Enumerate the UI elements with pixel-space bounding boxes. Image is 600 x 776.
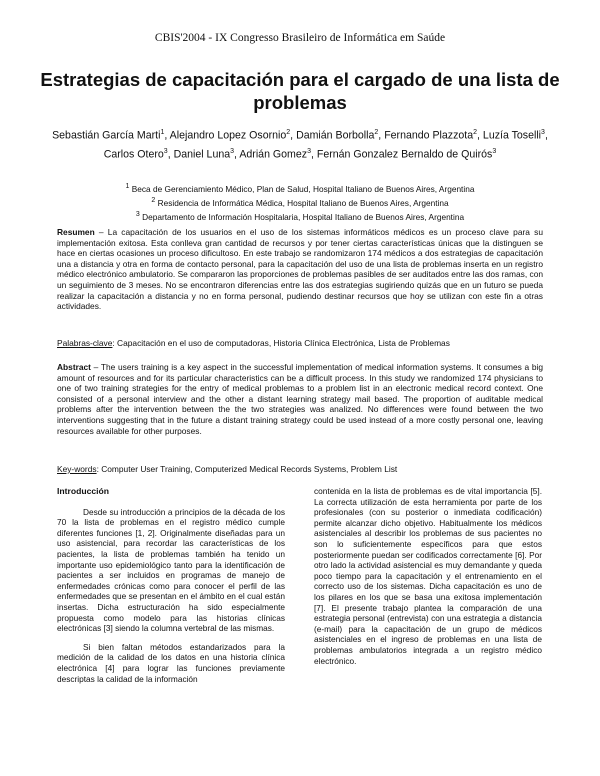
- affiliation-mark: 3: [135, 210, 140, 218]
- abstract-label: Abstract: [57, 362, 91, 372]
- key-words: [57, 464, 543, 475]
- palabras-clave: [57, 338, 543, 349]
- author-name: Carlos Otero: [103, 148, 164, 161]
- author-name: Fernán Gonzalez Bernaldo de Quirós: [316, 148, 493, 161]
- affiliation-text: Residencia de Informática Médica, Hospital Italiano de Buenos Aires, Argentina: [157, 197, 449, 208]
- affiliation: [40, 209, 560, 223]
- column-right: [314, 486, 542, 666]
- column-left: [57, 486, 285, 684]
- author-affil-mark: 2: [286, 129, 291, 136]
- key-words-label: Key-words: [57, 464, 97, 474]
- resumen-label: Resumen: [57, 227, 95, 237]
- affiliation-text: Beca de Gerenciamiento Médico, Plan de Salud, Hospital Italiano de Buenos Aires, Argentina: [131, 183, 475, 194]
- running-head: CBIS'2004 - IX Congresso Brasileiro de Informática em Saúde: [154, 32, 446, 44]
- author-list: Sebastián García Marti$^1$, Alejandro Lopez Osornio$^2$, Damián Borbolla$^2$, Fernando Plazzota$^2$, Luzía Toselli$^3$, Carlos Otero$^3$, Daniel Luna$^3$, Adrián Gomez$^3$, Fernán Gonzalez Bernaldo de Quirós$^3$: [52, 129, 548, 161]
- key-words-text: : Computer User Training, Computerized Medical Records Systems, Problem List: [96, 464, 398, 474]
- author-affil-mark: 1: [160, 129, 165, 136]
- author-name: Damián Borbolla: [296, 129, 375, 142]
- affiliation: [40, 195, 560, 209]
- author-name: Sebastián García Marti: [52, 129, 161, 142]
- author-name: Fernando Plazzota: [384, 129, 474, 142]
- author-affil-mark: 3: [307, 147, 311, 155]
- palabras-clave-text: : Capacitación en el uso de computadoras, Historia Clínica Electrónica, Lista de Problemas: [112, 338, 450, 348]
- paper-title: Estrategias de capacitación para el cargado de una lista de problemas: [40, 69, 560, 113]
- author-name: Adrián Gomez: [239, 148, 308, 161]
- author-name: Daniel Luna: [173, 148, 231, 161]
- body-paragraph: Desde su introducción a principios de la década de los 70 la lista de problemas en el registro médico cumple diferentes funciones [1, 2]. Originalmente diseñadas para un uso asistencial, para recordar las características de los pacientes, la lista de problemas también ha tenido un importante uso epidemiológico tanto para la identificación de pacientes a ser incluidos en programas de manejo de enfermedades crónicas como para conocer el perfil de las enfermedades que se presentan en el ámbito en el cual están insertas. Dicha estructuración ha sido especialmente propuesta como modelo para las historias clínicas electrónicas [3] siendo la columna vertebral de las mismas.: [57, 506, 285, 634]
- affiliation: [40, 181, 560, 195]
- author-affil-mark: 3: [492, 147, 497, 155]
- resumen-text: – La capacitación de los usuarios en el uso de los sistemas informáticos médicos es un proceso clave para su implementación exitosa. Esta conlleva gran cantidad de recursos y por tener ciertas características únicas que la distinguen se hace en ciertas ocasiones un proceso dificultoso. En este trabajo se randomizaron 174 médicos a dos estrategias de capacitación una a distancia y otra en forma de contacto personal, para la capacitación del uso de una lista de problemas inserta en un registro médico electrónico ambulatorio. Se compararon las proporciones de problemas pasibles de ser auditados entre las dos ramas, con un seguimiento de 3 meses. No se encontraron diferencias entre las dos estrategias sugiriendo quizás que en un futuro se pueda realizar la capacitación a distancia y no en forma personal, pudiendo destinar recursos que hoy se utilizan con este fin a otras actividades.: [57, 227, 544, 312]
- author-name: Alejandro Lopez Osornio: [169, 129, 287, 142]
- section-heading-introduccion: Introducción: [57, 486, 110, 496]
- resumen-paragraph: [57, 227, 543, 312]
- author-affil-mark: 3: [541, 129, 545, 136]
- abstract-paragraph: [57, 362, 543, 436]
- body-paragraph: contenida en la lista de problemas es de vital importancia [5]. La correcta utilización de esta herramienta por parte de los profesionales (con su posterior o inmediata codificación) permite alcanzar dicho objetivo. Habitualmente los médicos asistenciales al describir los problemas de sus pacientes no son lo suficientemente específicos para que estos posteriormente puedan ser codificados correctamente [6]. Por otro lado la actividad asistencial es muy demandante y queda poco tiempo para la capacitación y el entrenamiento en el correcto uso de los sistemas. Dicha capacitación es uno de los pilares en los que se basa una exitosa implementación [7]. El presente trabajo plantea la comparación de una estrategia personal (entrevista) con una estrategia a distancia (e-mail) para la capacitación de un grupo de médicos asistenciales en el ingreso de problemas en una lista de problemas ambulatorios integrada a un registro médico electrónico.: [314, 486, 542, 666]
- author-affil-mark: 3: [163, 147, 168, 155]
- affiliation-mark: 1: [125, 183, 130, 190]
- palabras-clave-label: Palabras-clave: [57, 338, 113, 348]
- affiliation-mark: 2: [151, 196, 156, 204]
- author-name: Luzía Toselli: [482, 129, 542, 142]
- abstract-text: – The users training is a key aspect in the successful implementation of medical information systems. It consumes a big amount of resources and for its particular characteristics can be a difficult process. In this study we randomized 174 physicians to one of two training strategies for the entry of medical problemas to a problem list in an electronic medical record context. One consisted of a personal interview and the other a distant learning strategy mail based. The proportion of auditable medical problems after the intervention between the the two strategies was analized. No differences were found between the two interventions suggesting that in the future a distant training strategy could be used instead of a more costly personal one, leaving resources available for other purposes.: [57, 362, 543, 436]
- body-paragraph: Si bien faltan métodos estandarizados para la medición de la calidad de los datos en una historia clínica electrónica [4] para lograr las funciones previamente descriptas la calidad de la información: [57, 641, 285, 684]
- affiliation-list: [40, 181, 560, 222]
- author-affil-mark: 2: [473, 129, 478, 136]
- author-affil-mark: 2: [374, 129, 379, 136]
- author-affil-mark: 3: [230, 147, 235, 155]
- affiliation-text: Departamento de Información Hospitalaria, Hospital Italiano de Buenos Aires, Argentina: [142, 211, 465, 222]
